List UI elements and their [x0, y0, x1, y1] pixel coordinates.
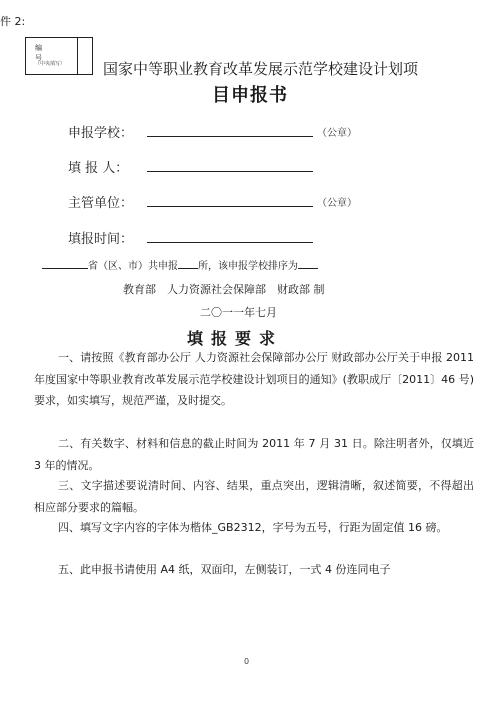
province-application-line [42, 257, 318, 272]
document-title-line-2: 目申报书 [212, 85, 288, 106]
serial-number-box [25, 37, 93, 75]
official-seal-note: （公章） [317, 198, 357, 209]
field-label: 填 报 人： [68, 161, 129, 176]
serial-number-note: （中央填写） [35, 61, 66, 67]
filling-date-line [147, 241, 313, 243]
rank-blank [298, 268, 318, 269]
field-filler [68, 157, 148, 176]
requirements-heading: 填报要求 [187, 329, 284, 348]
document-title-line-1: 国家中等职业教育改革发展示范学校建设计划项 [103, 60, 419, 78]
requirement-item-4 [34, 517, 474, 539]
province-blank [42, 268, 88, 269]
count-blank [178, 268, 198, 269]
requirement-text: 一、请按照《教育部办公厅 人力资源社会保障部办公厅 财政部办公厅关于申报 2011 年度国家中等职业教育改革发展示范学校建设计划项目的通知》(教职成厅〔2011〕46 号)要求，如实填写，规范严谨，及时提交。 [34, 351, 474, 407]
requirement-text: 二、有关数字、材料和信息的截止时间为 2011 年 7 月 31 日。除注明者外，仅填近 3 年的情况。 [34, 437, 474, 472]
requirement-item-2 [34, 433, 474, 476]
requirement-text: 五、此申报书请使用 A4 纸，双面印，左侧装订，一式 4 份连同电子 [58, 563, 391, 576]
attachment-label: 件 2: [0, 15, 26, 28]
field-applicant-school [68, 122, 148, 141]
supervising-unit-line [147, 205, 313, 207]
field-label: 填报时间： [68, 232, 134, 247]
requirement-item-1 [34, 347, 474, 412]
field-supervising-unit [68, 192, 148, 211]
field-label: 主管单位： [68, 196, 134, 211]
serial-number-label: 编号 [35, 44, 58, 62]
requirement-item-3 [34, 475, 474, 518]
province-text-1: 省（区、市）共申报 [88, 261, 178, 272]
page-number: 0 [244, 657, 250, 666]
issue-date: 二〇一一年七月 [200, 306, 277, 319]
applicant-school-line [147, 135, 313, 137]
issuing-departments: 教育部 人力资源社会保障部 财政部 制 [123, 283, 325, 296]
province-text-2: 所，该申报学校排序为 [198, 261, 298, 272]
requirement-text: 四、填写文字内容的字体为楷体_GB2312，字号为五号，行距为固定值 16 磅。 [58, 521, 448, 534]
serial-number-label-cell [26, 38, 78, 74]
requirement-text: 三、文字描述要说清时间、内容、结果，重点突出，逻辑清晰，叙述简要，不得超出相应部分要求的篇幅。 [34, 479, 474, 514]
field-label: 申报学校： [68, 126, 134, 141]
field-filling-date [68, 228, 148, 247]
requirement-item-5 [34, 559, 474, 581]
official-seal-note: （公章） [317, 128, 357, 139]
filler-line [147, 170, 313, 172]
